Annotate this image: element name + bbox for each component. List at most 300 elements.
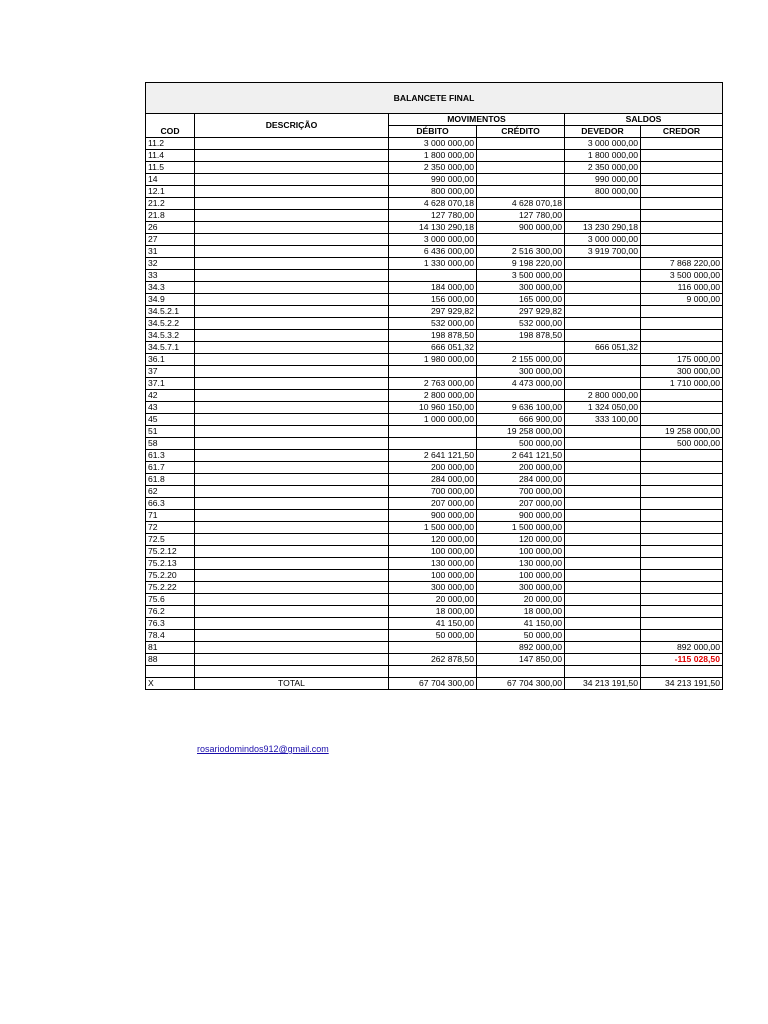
table-row [146, 246, 723, 258]
cell-credor [641, 234, 723, 246]
cell-credor [641, 534, 723, 546]
cell-debito: 2 800 000,00 [389, 390, 477, 402]
cell-descricao [195, 174, 389, 186]
cell-debito: 207 000,00 [389, 498, 477, 510]
cell-cod: 34.5.2.2 [146, 318, 195, 330]
cell-credor [641, 342, 723, 354]
cell-credito: 130 000,00 [477, 558, 565, 570]
table-row [146, 582, 723, 594]
cell-credor [641, 558, 723, 570]
cell-devedor: 333 100,00 [565, 414, 641, 426]
cell-credor: 19 258 000,00 [641, 426, 723, 438]
cell-cod: 81 [146, 642, 195, 654]
cell-credito [477, 186, 565, 198]
table-row [146, 210, 723, 222]
cell-descricao [195, 414, 389, 426]
table-row [146, 402, 723, 414]
cell-cod: 75.2.13 [146, 558, 195, 570]
cell-cod: 71 [146, 510, 195, 522]
cell-debito: 200 000,00 [389, 462, 477, 474]
cell-descricao [195, 162, 389, 174]
table-row [146, 270, 723, 282]
cell-devedor [565, 282, 641, 294]
cell-credito: 120 000,00 [477, 534, 565, 546]
cell-cod: 34.5.3.2 [146, 330, 195, 342]
cell-cod: 75.2.20 [146, 570, 195, 582]
cell-descricao [195, 234, 389, 246]
total-credito: 67 704 300,00 [477, 677, 565, 689]
cell-devedor [565, 534, 641, 546]
total-descricao: TOTAL [195, 677, 389, 689]
table-row [146, 390, 723, 402]
cell-credito: 3 500 000,00 [477, 270, 565, 282]
cell-cod: 62 [146, 486, 195, 498]
cell-credito: 2 155 000,00 [477, 354, 565, 366]
cell-debito: 156 000,00 [389, 294, 477, 306]
cell-debito: 2 763 000,00 [389, 378, 477, 390]
cell-descricao [195, 630, 389, 642]
cell-devedor [565, 450, 641, 462]
header-devedor: DEVEDOR [565, 126, 641, 138]
table-row [146, 594, 723, 606]
cell-credor [641, 582, 723, 594]
cell-credor [641, 222, 723, 234]
cell-credito: 147 850,00 [477, 654, 565, 666]
cell-credor: 500 000,00 [641, 438, 723, 450]
table-row [146, 258, 723, 270]
cell-credor [641, 150, 723, 162]
cell-debito: 120 000,00 [389, 534, 477, 546]
cell-devedor [565, 522, 641, 534]
table-row [146, 474, 723, 486]
cell-descricao [195, 642, 389, 654]
table-row [146, 222, 723, 234]
cell-credor [641, 246, 723, 258]
cell-credor [641, 138, 723, 150]
table-row [146, 570, 723, 582]
cell-credor: 9 000,00 [641, 294, 723, 306]
cell-descricao [195, 486, 389, 498]
cell-credor [641, 486, 723, 498]
cell-devedor [565, 582, 641, 594]
cell-devedor [565, 318, 641, 330]
cell-descricao [195, 198, 389, 210]
cell-debito: 1 000 000,00 [389, 414, 477, 426]
cell-credor [641, 450, 723, 462]
cell-debito: 127 780,00 [389, 210, 477, 222]
total-devedor: 34 213 191,50 [565, 677, 641, 689]
cell-descricao [195, 402, 389, 414]
cell-devedor [565, 198, 641, 210]
cell-cod: 88 [146, 654, 195, 666]
cell-credor: 892 000,00 [641, 642, 723, 654]
cell-descricao [195, 594, 389, 606]
table-row [146, 534, 723, 546]
cell-devedor [565, 462, 641, 474]
cell-devedor [565, 210, 641, 222]
cell-cod: 61.3 [146, 450, 195, 462]
header-saldos: SALDOS [565, 114, 723, 126]
cell-credito [477, 150, 565, 162]
cell-debito [389, 666, 477, 678]
total-credor: 34 213 191,50 [641, 677, 723, 689]
cell-credor [641, 594, 723, 606]
cell-cod: 33 [146, 270, 195, 282]
cell-credito: 9 636 100,00 [477, 402, 565, 414]
cell-credor [641, 630, 723, 642]
cell-devedor [565, 270, 641, 282]
cell-devedor [565, 510, 641, 522]
cell-devedor: 13 230 290,18 [565, 222, 641, 234]
cell-debito: 1 500 000,00 [389, 522, 477, 534]
table-row [146, 234, 723, 246]
cell-devedor [565, 570, 641, 582]
cell-credito: 892 000,00 [477, 642, 565, 654]
cell-credito: 532 000,00 [477, 318, 565, 330]
cell-debito: 990 000,00 [389, 174, 477, 186]
cell-cod: 31 [146, 246, 195, 258]
table-row [146, 642, 723, 654]
cell-cod: 51 [146, 426, 195, 438]
cell-credor [641, 402, 723, 414]
cell-credor [641, 510, 723, 522]
balancete-table [145, 82, 723, 690]
cell-debito [389, 270, 477, 282]
cell-cod: 78.4 [146, 630, 195, 642]
cell-debito [389, 366, 477, 378]
cell-debito: 1 980 000,00 [389, 354, 477, 366]
cell-credor [641, 162, 723, 174]
cell-descricao [195, 522, 389, 534]
cell-devedor [565, 486, 641, 498]
cell-cod: 76.2 [146, 606, 195, 618]
cell-cod: 21.2 [146, 198, 195, 210]
table-row [146, 414, 723, 426]
email-link[interactable]: rosariodomindos912@gmail.com [197, 744, 329, 754]
cell-descricao [195, 366, 389, 378]
cell-debito: 3 000 000,00 [389, 234, 477, 246]
cell-credor [641, 570, 723, 582]
table-row [146, 630, 723, 642]
cell-debito: 100 000,00 [389, 570, 477, 582]
total-debito: 67 704 300,00 [389, 677, 477, 689]
cell-debito: 300 000,00 [389, 582, 477, 594]
cell-cod: 36.1 [146, 354, 195, 366]
cell-cod: 34.5.2.1 [146, 306, 195, 318]
cell-descricao [195, 222, 389, 234]
cell-cod: 42 [146, 390, 195, 402]
cell-descricao [195, 150, 389, 162]
cell-devedor: 3 000 000,00 [565, 234, 641, 246]
cell-credito: 297 929,82 [477, 306, 565, 318]
cell-cod: 75.2.12 [146, 546, 195, 558]
cell-debito: 297 929,82 [389, 306, 477, 318]
cell-credito: 100 000,00 [477, 546, 565, 558]
cell-descricao [195, 246, 389, 258]
cell-credor [641, 198, 723, 210]
table-row [146, 510, 723, 522]
cell-descricao [195, 258, 389, 270]
cell-debito: 262 878,50 [389, 654, 477, 666]
cell-debito: 184 000,00 [389, 282, 477, 294]
cell-credor [641, 462, 723, 474]
cell-credito: 20 000,00 [477, 594, 565, 606]
cell-devedor [565, 294, 641, 306]
cell-credor [641, 186, 723, 198]
cell-cod: 12.1 [146, 186, 195, 198]
cell-cod: 21.8 [146, 210, 195, 222]
cell-devedor: 2 350 000,00 [565, 162, 641, 174]
cell-credito: 300 000,00 [477, 282, 565, 294]
table-row [146, 138, 723, 150]
total-cod: X [146, 677, 195, 689]
cell-devedor [565, 438, 641, 450]
cell-debito: 198 878,50 [389, 330, 477, 342]
cell-credor: 1 710 000,00 [641, 378, 723, 390]
cell-credito: 300 000,00 [477, 582, 565, 594]
cell-devedor: 2 800 000,00 [565, 390, 641, 402]
table-row [146, 546, 723, 558]
cell-devedor [565, 642, 641, 654]
table-row [146, 486, 723, 498]
cell-debito: 50 000,00 [389, 630, 477, 642]
cell-credor [641, 330, 723, 342]
cell-debito: 4 628 070,18 [389, 198, 477, 210]
cell-descricao [195, 306, 389, 318]
cell-devedor [565, 474, 641, 486]
cell-debito [389, 426, 477, 438]
cell-debito: 1 800 000,00 [389, 150, 477, 162]
cell-debito: 700 000,00 [389, 486, 477, 498]
cell-cod: 11.2 [146, 138, 195, 150]
cell-cod: 26 [146, 222, 195, 234]
table-row [146, 606, 723, 618]
cell-credito: 4 628 070,18 [477, 198, 565, 210]
cell-credito: 200 000,00 [477, 462, 565, 474]
cell-credor: 116 000,00 [641, 282, 723, 294]
cell-credito: 198 878,50 [477, 330, 565, 342]
cell-debito: 100 000,00 [389, 546, 477, 558]
table-row [146, 186, 723, 198]
header-debito: DÉBITO [389, 126, 477, 138]
cell-cod: 75.2.22 [146, 582, 195, 594]
cell-descricao [195, 546, 389, 558]
cell-credor [641, 474, 723, 486]
cell-descricao [195, 618, 389, 630]
table-row [146, 198, 723, 210]
cell-cod: 34.5.7.1 [146, 342, 195, 354]
title-row [146, 83, 723, 114]
header-cod-top-cell [146, 114, 195, 126]
cell-descricao [195, 558, 389, 570]
cell-credito: 50 000,00 [477, 630, 565, 642]
cell-credito [477, 138, 565, 150]
cell-credor: 7 868 220,00 [641, 258, 723, 270]
cell-debito: 14 130 290,18 [389, 222, 477, 234]
cell-descricao [195, 282, 389, 294]
cell-credito: 666 900,00 [477, 414, 565, 426]
cell-descricao [195, 582, 389, 594]
cell-descricao [195, 294, 389, 306]
cell-credor: -115 028,50 [641, 654, 723, 666]
cell-devedor [565, 606, 641, 618]
table-row [146, 558, 723, 570]
table-row [146, 378, 723, 390]
cell-devedor [565, 594, 641, 606]
table-row [146, 426, 723, 438]
table-row [146, 498, 723, 510]
cell-devedor: 3 919 700,00 [565, 246, 641, 258]
cell-credito: 165 000,00 [477, 294, 565, 306]
cell-devedor [565, 330, 641, 342]
table-row [146, 438, 723, 450]
cell-cod: 11.5 [146, 162, 195, 174]
cell-descricao [195, 330, 389, 342]
cell-credor [641, 618, 723, 630]
cell-descricao [195, 186, 389, 198]
cell-credor [641, 174, 723, 186]
cell-cod: 37 [146, 366, 195, 378]
cell-devedor: 666 051,32 [565, 342, 641, 354]
cell-descricao [195, 210, 389, 222]
cell-credor [641, 522, 723, 534]
cell-devedor [565, 354, 641, 366]
cell-credor: 300 000,00 [641, 366, 723, 378]
table-row [146, 318, 723, 330]
cell-descricao [195, 342, 389, 354]
cell-devedor [565, 558, 641, 570]
cell-credor [641, 666, 723, 678]
cell-credor [641, 546, 723, 558]
cell-debito: 10 960 150,00 [389, 402, 477, 414]
cell-credito: 207 000,00 [477, 498, 565, 510]
table-row [146, 462, 723, 474]
cell-devedor [565, 618, 641, 630]
cell-descricao [195, 462, 389, 474]
cell-debito: 18 000,00 [389, 606, 477, 618]
table-row [146, 366, 723, 378]
cell-descricao [195, 570, 389, 582]
cell-debito: 41 150,00 [389, 618, 477, 630]
cell-credor [641, 606, 723, 618]
cell-cod: 45 [146, 414, 195, 426]
cell-cod: 27 [146, 234, 195, 246]
table-row [146, 354, 723, 366]
header-credito: CRÉDITO [477, 126, 565, 138]
table-row [146, 342, 723, 354]
header-row-top [146, 114, 723, 126]
table-row [146, 330, 723, 342]
cell-credito: 4 473 000,00 [477, 378, 565, 390]
cell-descricao [195, 474, 389, 486]
table-row [146, 294, 723, 306]
cell-devedor: 1 324 050,00 [565, 402, 641, 414]
header-cod: COD [146, 126, 195, 138]
cell-descricao [195, 438, 389, 450]
cell-descricao [195, 426, 389, 438]
table-row [146, 282, 723, 294]
header-descricao: DESCRIÇÃO [195, 114, 389, 138]
cell-descricao [195, 654, 389, 666]
cell-credor [641, 390, 723, 402]
cell-devedor [565, 366, 641, 378]
cell-credor [641, 210, 723, 222]
cell-devedor: 990 000,00 [565, 174, 641, 186]
cell-devedor: 3 000 000,00 [565, 138, 641, 150]
cell-credito: 700 000,00 [477, 486, 565, 498]
cell-credito: 18 000,00 [477, 606, 565, 618]
cell-debito: 800 000,00 [389, 186, 477, 198]
cell-descricao [195, 138, 389, 150]
cell-credor [641, 498, 723, 510]
cell-credito [477, 390, 565, 402]
cell-cod: 37.1 [146, 378, 195, 390]
table-row [146, 522, 723, 534]
cell-devedor [565, 426, 641, 438]
cell-credito [477, 342, 565, 354]
cell-descricao [195, 666, 389, 678]
cell-cod: 32 [146, 258, 195, 270]
cell-credito: 500 000,00 [477, 438, 565, 450]
cell-debito: 532 000,00 [389, 318, 477, 330]
cell-devedor [565, 654, 641, 666]
cell-cod: 34.3 [146, 282, 195, 294]
cell-credor [641, 318, 723, 330]
cell-debito: 666 051,32 [389, 342, 477, 354]
cell-descricao [195, 534, 389, 546]
table-row [146, 666, 723, 678]
cell-cod: 34.9 [146, 294, 195, 306]
cell-devedor: 1 800 000,00 [565, 150, 641, 162]
cell-debito: 900 000,00 [389, 510, 477, 522]
cell-credor [641, 306, 723, 318]
cell-cod: 75.6 [146, 594, 195, 606]
cell-cod: 66.3 [146, 498, 195, 510]
cell-debito: 284 000,00 [389, 474, 477, 486]
cell-credito [477, 234, 565, 246]
cell-debito: 2 350 000,00 [389, 162, 477, 174]
cell-descricao [195, 354, 389, 366]
cell-credito: 300 000,00 [477, 366, 565, 378]
cell-cod: 72 [146, 522, 195, 534]
cell-credor: 3 500 000,00 [641, 270, 723, 282]
header-movimentos: MOVIMENTOS [389, 114, 565, 126]
cell-descricao [195, 270, 389, 282]
cell-debito: 3 000 000,00 [389, 138, 477, 150]
cell-descricao [195, 318, 389, 330]
cell-credito: 2 516 300,00 [477, 246, 565, 258]
table-row [146, 306, 723, 318]
cell-debito [389, 438, 477, 450]
cell-devedor [565, 498, 641, 510]
cell-debito: 1 330 000,00 [389, 258, 477, 270]
cell-credito: 900 000,00 [477, 222, 565, 234]
cell-descricao [195, 498, 389, 510]
table-row [146, 162, 723, 174]
cell-credito [477, 174, 565, 186]
cell-cod: 43 [146, 402, 195, 414]
cell-credito: 9 198 220,00 [477, 258, 565, 270]
table-row [146, 174, 723, 186]
cell-devedor [565, 630, 641, 642]
cell-descricao [195, 390, 389, 402]
cell-devedor [565, 546, 641, 558]
cell-credito [477, 666, 565, 678]
header-credor: CREDOR [641, 126, 723, 138]
cell-descricao [195, 606, 389, 618]
cell-devedor [565, 378, 641, 390]
cell-devedor: 800 000,00 [565, 186, 641, 198]
